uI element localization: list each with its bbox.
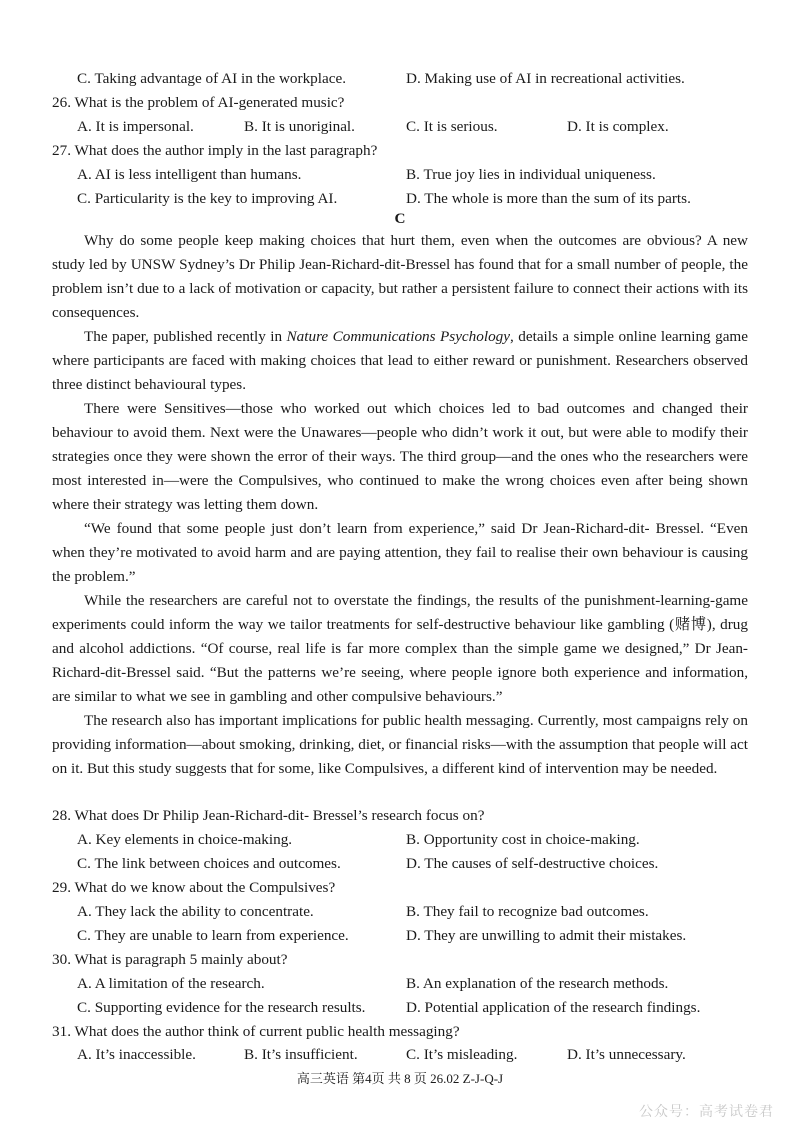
journal-title: Nature Communications Psychology bbox=[286, 328, 511, 345]
q28-option-d: D. The causes of self-destructive choices. bbox=[406, 855, 659, 872]
passage-paragraph-3: There were Sensitives—those who worked out which choices led to bad outcomes and changed their behaviour to avoid them. Next were the Unawares—people who didn’t work it out, but were able to modify their strategies once they were shown the error of their ways. The third group—and the ones who the researchers were most interested in—were the Compulsives, who continued to make the wrong choices even after being shown where their strategy was letting them down. bbox=[52, 400, 748, 513]
q27-option-d: D. The whole is more than the sum of its parts. bbox=[406, 190, 691, 207]
q30-option-a: A. A limitation of the research. bbox=[77, 975, 265, 992]
paragraph-2-intro: The paper, published recently in bbox=[84, 328, 287, 345]
q29-option-c: C. They are unable to learn from experience. bbox=[77, 927, 349, 944]
q26-option-d: D. It is complex. bbox=[567, 118, 669, 135]
q27-stem: 27. What does the author imply in the last paragraph? bbox=[52, 142, 378, 159]
watermark-text: 公众号：高考试卷君 bbox=[639, 1104, 774, 1120]
q28-option-b: B. Opportunity cost in choice-making. bbox=[406, 831, 640, 848]
q28-options-cd bbox=[0, 852, 800, 876]
q30-option-b: B. An explanation of the research methods. bbox=[406, 975, 669, 992]
q27-option-c: C. Particularity is the key to improving AI. bbox=[77, 190, 338, 207]
q25-options-cd bbox=[0, 67, 800, 91]
q30-stem: 30. What is paragraph 5 mainly about? bbox=[52, 951, 288, 968]
page-footer: 高三英语 第4页 共 8 页 26.02 Z-J-Q-J bbox=[296, 1071, 504, 1086]
q31-option-b: B. It’s insufficient. bbox=[244, 1046, 358, 1063]
q26-stem: 26. What is the problem of AI-generated music? bbox=[52, 94, 345, 111]
q29-options-ab bbox=[0, 900, 800, 924]
q31-option-a: A. It’s inaccessible. bbox=[77, 1046, 196, 1063]
q28-options-ab bbox=[0, 828, 800, 852]
q29-stem: 29. What do we know about the Compulsives? bbox=[52, 879, 336, 896]
q30-option-c: C. Supporting evidence for the research results. bbox=[77, 999, 366, 1016]
passage-paragraph-4: “We found that some people just don’t learn from experience,” said Dr Jean-Richard-dit- Bressel. “Even when they’re motivated to avoid harm and are paying attention, they fail to realise their own behaviour is causing the problem.” bbox=[52, 520, 748, 585]
q27-stem-row bbox=[0, 139, 800, 163]
q31-option-d: D. It’s unnecessary. bbox=[567, 1046, 686, 1063]
q30-option-d: D. Potential application of the research findings. bbox=[406, 999, 701, 1016]
q27-option-a: A. AI is less intelligent than humans. bbox=[77, 166, 302, 183]
q29-stem-row bbox=[0, 876, 800, 900]
q27-option-b: B. True joy lies in individual uniqueness. bbox=[406, 166, 656, 183]
q28-option-c: C. The link between choices and outcomes. bbox=[77, 855, 341, 872]
q25-option-d: D. Making use of AI in recreational activities. bbox=[406, 70, 685, 87]
q27-options-ab bbox=[0, 163, 800, 187]
q30-options-ab bbox=[0, 972, 800, 996]
passage-paragraph-6: The research also has important implications for public health messaging. Currently, most campaigns rely on providing information—about smoking, drinking, diet, or financial risks—with the assumption that people will act on it. But this study suggests that for some, like Compulsives, a different kind of intervention may be needed. bbox=[52, 712, 748, 777]
q31-option-c: C. It’s misleading. bbox=[406, 1046, 518, 1063]
q31-stem: 31. What does the author think of current public health messaging? bbox=[52, 1023, 460, 1040]
passage-paragraph-5: While the researchers are careful not to overstate the findings, the results of the punishment-learning-game experiments could inform the way we tailor treatments for self-destructive behaviour like gambling (赌博), drug and alcohol addictions. “Of course, real life is far more complex than the simple game we designed,” Dr Jean-Richard-dit-Bressel said. “But the patterns we’re seeing, where people ignore both experience and information, are similar to what we see in gambling and other compulsive behaviours.” bbox=[52, 592, 748, 705]
q30-stem-row bbox=[0, 948, 800, 972]
q28-stem: 28. What does Dr Philip Jean-Richard-dit- Bressel’s research focus on? bbox=[52, 807, 485, 824]
passage-paragraph-1: Why do some people keep making choices that hurt them, even when the outcomes are obvious? A new study led by UNSW Sydney’s Dr Philip Jean-Richard-dit-Bressel has found that for a small number of people, the problem isn’t due to a lack of motivation or capacity, but rather a persistent failure to connect their actions with its consequences. bbox=[52, 232, 748, 321]
q28-option-a: A. Key elements in choice-making. bbox=[77, 831, 293, 848]
q31-options bbox=[0, 1043, 800, 1067]
q29-option-d: D. They are unwilling to admit their mistakes. bbox=[406, 927, 687, 944]
q31-stem-row bbox=[0, 1020, 800, 1044]
q25-option-c: C. Taking advantage of AI in the workplace. bbox=[77, 70, 346, 87]
paragraph-2-rest: , details a simple online learning game where participants are faced with making choices that lead to either reward or punishment. Researchers observed three distinct behavioural types. bbox=[52, 328, 748, 393]
passage-paragraph-2 bbox=[52, 325, 748, 397]
q26-option-a: A. It is impersonal. bbox=[77, 118, 194, 135]
q26-option-c: C. It is serious. bbox=[406, 118, 498, 135]
q29-option-a: A. They lack the ability to concentrate. bbox=[77, 903, 314, 920]
q27-options-cd bbox=[0, 187, 800, 211]
q29-options-cd bbox=[0, 924, 800, 948]
q29-option-b: B. They fail to recognize bad outcomes. bbox=[406, 903, 649, 920]
q26-stem-row bbox=[0, 91, 800, 115]
section-letter: C bbox=[394, 210, 406, 227]
q26-option-b: B. It is unoriginal. bbox=[244, 118, 355, 135]
q28-stem-row bbox=[0, 804, 800, 828]
q26-options bbox=[0, 115, 800, 139]
q30-options-cd bbox=[0, 996, 800, 1020]
